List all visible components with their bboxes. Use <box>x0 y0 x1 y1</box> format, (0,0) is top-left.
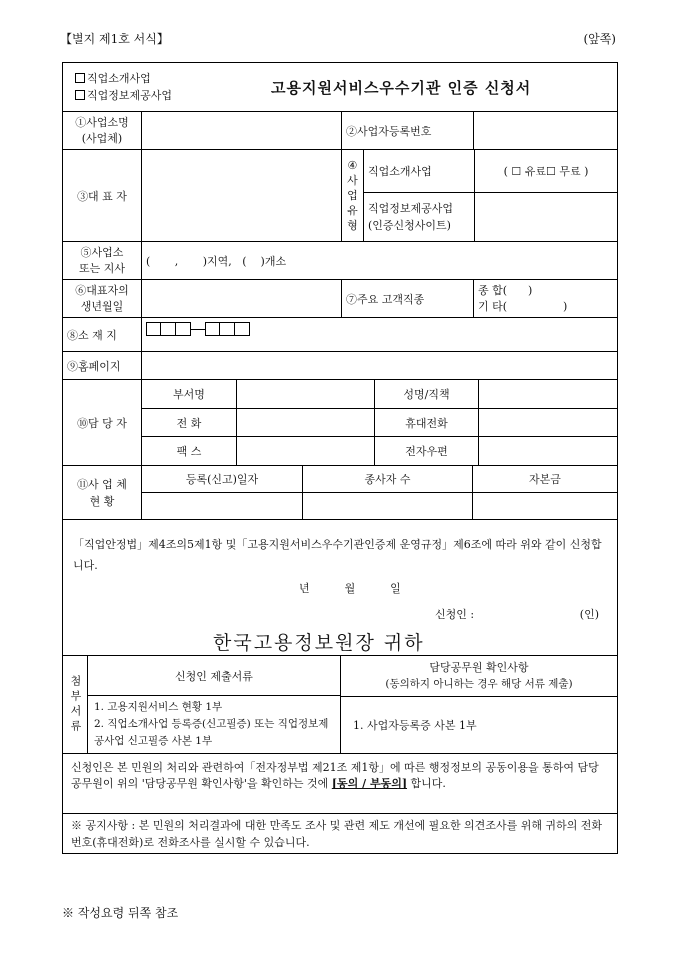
employees-field[interactable] <box>302 493 472 519</box>
applicant-label: 신청인 : <box>435 608 475 621</box>
capital-label: 자본금 <box>472 466 617 492</box>
fax-field[interactable] <box>236 437 374 465</box>
fax-label: 팩 스 <box>176 445 202 459</box>
homepage-field[interactable] <box>141 352 617 379</box>
dept-field[interactable] <box>236 380 374 408</box>
status-label: ⑪사 업 체 현 황 <box>77 477 127 508</box>
footer-note: ※ 작성요령 뒤쪽 참조 <box>62 906 179 920</box>
birth-field[interactable] <box>141 280 341 317</box>
business-type-label: ④ 사 업 유 형 <box>341 150 363 241</box>
job-info-label: 직업정보제공사업 (인증신청사이트) <box>368 202 454 232</box>
reg-date-label: 등록(신고)일자 <box>185 473 259 486</box>
type-option-placement[interactable]: 직업소개사업 <box>75 70 151 87</box>
checkbox-icon[interactable] <box>75 73 85 83</box>
representative-label: ③대 표 자 <box>77 189 127 203</box>
applicant-docs-header: 신청인 제출서류 <box>88 656 340 696</box>
address-field[interactable] <box>141 318 617 351</box>
form-number: 【별지 제1호 서식】 <box>60 32 169 46</box>
type-option-info[interactable]: 직업정보제공사업 <box>75 87 172 104</box>
branch-label: ⑤사업소 또는 지사 <box>78 245 125 275</box>
employees-label: 종사자 수 <box>302 466 472 492</box>
birth-label: ⑥대표자의 생년월일 <box>75 283 129 313</box>
capital-field[interactable] <box>472 493 617 519</box>
business-reg-no-label: ②사업자등록번호 <box>341 112 473 149</box>
seal-mark: (인) <box>579 608 599 621</box>
applicant-doc-item: 1. 고용지원서비스 현황 1부 <box>94 701 223 713</box>
business-reg-no-field[interactable] <box>473 112 617 149</box>
email-label: 전자우편 <box>374 437 478 465</box>
name-position-label: 성명/직책 <box>374 380 478 408</box>
branch-field[interactable]: ( , )지역, ( )개소 <box>141 242 617 279</box>
homepage-label: ⑨홈페이지 <box>67 359 121 373</box>
official-subheader: (동의하지 아니하는 경우 해당 서류 제출) <box>385 678 573 690</box>
postal-code-boxes[interactable] <box>146 322 250 336</box>
application-form <box>62 62 618 854</box>
declaration-text: 「직업안정법」제4조의5제1항 및「고용지원서비스우수기관인증제 운영규정」제6조에 따라 위와 같이 신청합니다. <box>73 538 602 572</box>
contact-label: ⑩담 당 자 <box>77 416 127 430</box>
job-info-site-field[interactable] <box>474 193 617 241</box>
email-field[interactable] <box>478 437 617 465</box>
form-title: 고용지원서비스우수기관 인증 신청서 <box>271 78 532 97</box>
notice-text: ※ 공지사항 : 본 민원의 처리결과에 대한 만족도 조사 및 관련 제도 개선에 필요한 의견조사를 위해 귀하의 전화번호(휴대전화)로 전화조사를 실시할 수 있습니다. <box>71 819 603 849</box>
main-customers-field[interactable]: 종 합( ) 기 타( ) <box>473 280 617 317</box>
applicant-doc-item: 2. 직업소개사업 등록증(신고필증) 또는 직업정보제공사업 신고필증 사본 1부 <box>94 718 329 747</box>
business-name-label: ①사업소명 (사업체) <box>75 115 129 145</box>
paid-free-options[interactable]: ( ☐ 유료☐ 무료 ) <box>474 150 617 192</box>
date-line: 년 월 일 <box>299 582 401 595</box>
phone-field[interactable] <box>236 409 374 437</box>
main-customers-label: ⑦주요 고객직종 <box>341 280 473 317</box>
official-doc-item: 1. 사업자등록증 사본 1부 <box>353 719 477 732</box>
consent-text: 신청인은 본 민원의 처리와 관련하여「전자정부법 제21조 제1항」에 따른 행정정보의 공동이용을 통하여 담당 공무원이 위의 '담당공무원 확인사항'을 확인하는 것에 [동의 / 부동의] 합니다. <box>71 761 599 790</box>
consent-choice[interactable]: [동의 / 부동의] <box>331 777 408 790</box>
page-side-label: (앞쪽) <box>583 32 616 46</box>
recipient: 한국고용정보원장 귀하 <box>213 632 425 654</box>
business-name-field[interactable] <box>141 112 341 149</box>
official-header: 담당공무원 확인사항 <box>429 661 529 674</box>
mobile-field[interactable] <box>478 409 617 437</box>
phone-label: 전 화 <box>176 416 202 430</box>
job-placement-label: 직업소개사업 <box>368 165 432 178</box>
representative-field[interactable] <box>141 150 341 241</box>
attachments-label: 첨부서류 <box>69 674 82 735</box>
name-position-field[interactable] <box>478 380 617 408</box>
mobile-label: 휴대전화 <box>374 409 478 437</box>
checkbox-icon[interactable] <box>75 90 85 100</box>
address-label: ⑧소 재 지 <box>67 328 117 342</box>
dept-label: 부서명 <box>173 387 205 401</box>
reg-date-field[interactable] <box>142 493 302 519</box>
